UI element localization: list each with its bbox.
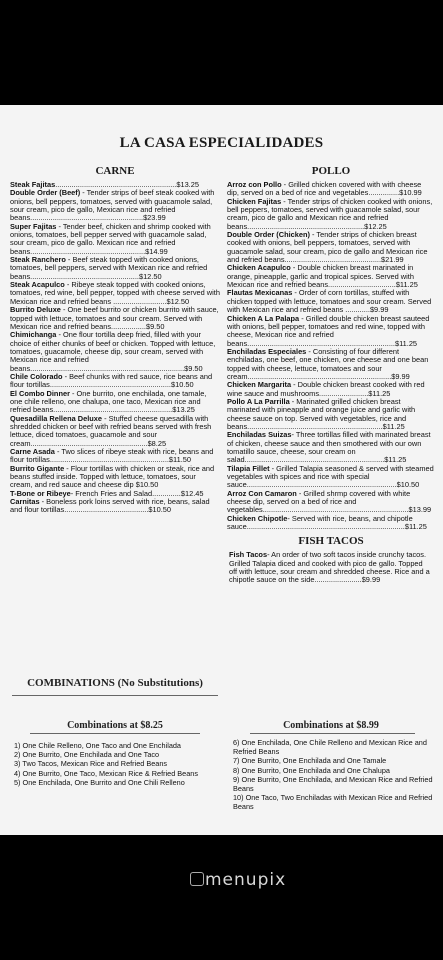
menu-item-name: Arroz Con Camaron: [227, 488, 297, 498]
menu-item-description: - French Fries and Salad..............$12.45: [70, 488, 204, 498]
watermark: menupix: [205, 870, 287, 890]
menu-item: [10, 223, 220, 256]
menu-item-description: - Marinated grilled chicken breast marinated with pineapple and orange juice and garlic with cheese sauce on top. Served with vegetables, rice and beans..................................................................$11.25: [227, 396, 416, 431]
combination-item: 5) One Enchilada, One Burrito and One Chili Relleno: [14, 777, 185, 787]
menu-item: [227, 264, 435, 289]
menu-item-name: Chicken Fajitas: [227, 196, 282, 206]
menu-item-name: Double Order (Beef): [10, 188, 81, 198]
menu-item: [227, 348, 435, 381]
menu-item-name: Arroz con Pollo: [227, 180, 282, 189]
fish-tacos-heading: FISH TACOS: [298, 535, 364, 548]
combination-item: 7) One Burrito, One Enchilada and One Tamale: [233, 756, 387, 766]
menu-item: [227, 490, 435, 515]
menu-item-description: - Tender strips of chicken breast cooked with onions, bell peppers, tomatoes, served with guacamole salad, sour cream, pico de gallo and Mexican rice and refried beans...............................................$21.99: [227, 230, 428, 265]
menu-item: [10, 415, 220, 448]
menu-item-description: - One beef burrito or chicken burrito with sauce, topped with lettuce, tomatoes and sour cream. Served with Mexican rice and refried beans.................$9.50: [10, 305, 219, 331]
menu-item: [227, 198, 435, 231]
menu-item-name: Quesadilla Rellena Deluxe: [10, 413, 103, 423]
menu-item: [227, 398, 435, 431]
menu-item-description: - Tender strips of beef steak cooked with onions, bell peppers, tomatoes, served with guacamole salad, sour cream, pico de gallo, Mexican rice and refried beans.......................................................$23.99: [10, 188, 215, 223]
menu-item-name: Burrito Deluxe: [10, 305, 61, 315]
menu-item-description: ...........................................................$13.25: [55, 180, 199, 189]
combination-item: 2) One Burrito, One Enchilada and One Taco: [14, 750, 160, 760]
menu-item: [227, 381, 435, 398]
menu-item: [10, 256, 220, 281]
menu-item: [227, 181, 435, 198]
menu-item: [10, 331, 220, 373]
menu-item: [10, 498, 220, 515]
menu-item-name: Steak Fajitas: [10, 180, 56, 189]
divider: [12, 695, 218, 696]
combination-item: 9) One Burrito, One Enchilada, and Mexican Rice and Refried Beans: [233, 774, 433, 794]
menu-item-description: - Consisting of four different enchiladas, one beef, one chicken, one cheese and one bean topped with cheese, lettuce, tomatoes and sour cream......................................................................$9.99: [227, 346, 429, 381]
menu-item-name: Chicken A La Palapa: [227, 313, 300, 323]
combination-item: 1) One Chile Relleno, One Taco and One Enchilada: [14, 741, 181, 750]
menu-item-name: Enchiladas Especiales: [227, 346, 307, 356]
menu-item-description: - Two slices of ribeye steak with rice, beans and flour tortillas..........................................................$11.50: [10, 447, 214, 465]
menu-item: [10, 306, 220, 331]
menu-item-description: - An order of two soft tacos inside crunchy tacos. Grilled Talapia diced and cooked with pico de gallo. Topped off with lettuce, sour cream and shredded cheese. Rice and a chipotle sauce on the side.......................$9.99: [229, 550, 430, 585]
pollo-heading: POLLO: [311, 165, 351, 177]
menu-item-name: Chicken Acapulco: [227, 263, 291, 273]
menu-item-description: - Boneless pork loins served with rice, beans, salad and flour tortillas.........................................$10.50: [10, 497, 210, 515]
menu-item-name: Double Order (Chicken): [227, 230, 310, 240]
divider: [30, 733, 200, 734]
menu-item: [10, 189, 220, 222]
menu-item-name: Chimichanga: [10, 330, 57, 340]
menu-item-description: - Tender strips of chicken cooked with onions, bell peppers, tomatoes, served with guacamole salad, sour cream, pico de gallo and Mexican rice and refried beans.........................................................$12.25: [227, 196, 433, 231]
menu-item-description: - Grilled Talapia seasoned & served with steamed vegetables with spices and rice with special sauce.........................................................................$10.50: [227, 463, 434, 490]
carne-column: [10, 165, 220, 515]
menu-item-description: - Three tortillas filled with marinated breast of chicken, cheese sauce and then smothered with our own tomatillo sauce, cheese, sour cream on salad....................................................................$11.25: [227, 430, 431, 465]
combinations-right-list: [233, 738, 433, 812]
pollo-items: [227, 181, 435, 531]
menu-item-name: Burrito Gigante: [10, 463, 65, 473]
combination-item: 10) One Taco, Two Enchiladas with Mexican Rice and Refried Beans: [233, 793, 433, 812]
menu-item: [227, 289, 435, 314]
menu-page: [0, 105, 443, 835]
menu-item: [227, 515, 435, 532]
combinations-right-heading: Combinations at $8.99: [283, 720, 379, 731]
menu-item-name: Steak Ranchero: [10, 255, 66, 265]
menu-item-description: - Grilled shrmp covered with white cheese dip, served on a bed of rice and vegetables.......................................................................$13.99: [227, 488, 432, 515]
menu-item-description: - One flour tortilla deep fried, filled with your choice of either chunks of beef or chicken. Topped with lettuce, tomatoes, guacamole, cheese dip, sour cream, served with Mexican rice and refried beans...........................................................................$9.50: [10, 330, 216, 373]
combinations-left-heading: Combinations at $8.25: [67, 720, 163, 731]
menu-item-name: Enchiladas Suizas: [227, 430, 292, 440]
menu-item: [10, 281, 220, 306]
menu-item-description: - One burrito, one enchilada, one tamale, one chile relleno, one chalupa, one taco, Mexican rice and refried beans..........................................................$13.25: [10, 388, 207, 415]
footer-band: [0, 835, 443, 960]
fish-tacos-item: [227, 551, 435, 584]
menu-item-name: Carne Asada: [10, 447, 55, 456]
menupix-logo-icon: [190, 872, 204, 886]
menu-item: [227, 315, 435, 348]
menu-item-name: T-Bone or Ribeye: [10, 488, 71, 498]
menu-item-description: - Grilled chicken covered with with cheese dip, served on a bed of rice and vegetables...............$10.99: [227, 180, 422, 198]
menu-item-description: - Tender beef, chicken and shrimp cooked with onions, tomatoes, bell pepper served with guacamole salad, sour cream, pico de gallo. Mexican rice and refried beans........................................................$14.99: [10, 221, 211, 256]
menu-item: [227, 465, 435, 490]
combination-item: 8) One Burrito, One Enchilada and One Chalupa: [233, 765, 390, 775]
menu-item-description: - Stuffed cheese quesadilla with shredded chicken or beef with refried beans served with fresh lettuce, diced tomatoes, guacamole and sour cream.........................................................$8.25: [10, 413, 212, 448]
combination-item: 3) Two Tacos, Mexican Rice and Refried Beans: [14, 759, 168, 769]
menu-item: [10, 390, 220, 415]
menu-item: [227, 431, 435, 464]
menu-item-name: Chicken Margarita: [227, 380, 292, 390]
combinations-left-list: [14, 741, 224, 787]
fish-tacos-section: [227, 535, 435, 584]
menu-item-description: - Beef steak topped with cooked onions, tomatoes, bell peppers, served with Mexican rice and refried beans.....................................................$12.50: [10, 255, 208, 281]
menu-item-name: Super Fajitas: [10, 221, 57, 231]
menu-item-name: Flautas Mexicanas: [227, 288, 293, 298]
menu-item-description: - Served with rice, beans, and chipotle sauce.............................................................................$11.25: [227, 513, 427, 532]
menu-item-name: Chicken Chipotle: [227, 513, 288, 523]
carne-items: [10, 181, 220, 515]
menu-title: LA CASA ESPECIALIDADES: [119, 135, 324, 151]
menu-item-name: Tilapia Fillet: [227, 463, 270, 473]
combination-item: 6) One Enchilada, One Chile Relleno and Mexican Rice and Refried Beans: [233, 738, 427, 757]
menu-item-description: - Grilled double chicken breast sauteed with onions, bell pepper, tomatoes and red wine, topped with cheese, Mexican rice and refried beans........................................................................$11.25: [227, 313, 430, 348]
menu-item-name: Fish Tacos: [229, 550, 268, 560]
menu-item: [227, 231, 435, 264]
menu-item-name: Carnitas: [10, 497, 40, 507]
menu-item-description: - Double chicken breast cooked with red wine sauce and mushrooms........................$11.25: [227, 380, 425, 398]
menu-item-name: El Combo Dinner: [10, 388, 70, 398]
combinations-heading: COMBINATIONS (No Substitutions): [27, 677, 203, 689]
pollo-column: [227, 165, 435, 585]
menu-item-description: - Beef chunks with red sauce, rice beans and flour tortillas...........................................................$10.50: [10, 371, 213, 390]
menu-item-description: - Ribeye steak topped with cooked onions, tomatoes, red wine, bell pepper, topped with cheese served with Mexican rice and refried beans ..........................$12.50: [10, 280, 220, 306]
menu-item: [10, 373, 220, 390]
menu-item-name: Pollo A La Parrilla: [227, 396, 290, 406]
divider: [250, 733, 415, 734]
menu-item-description: - Flour tortillas with chicken or steak, rice and beans stuffed inside. Topped with lettuce, tomatoes, sour cream, and red sauce and cheese dip $10.50: [10, 463, 215, 490]
menu-item: [10, 465, 220, 490]
menu-item-name: Steak Acapulco: [10, 280, 65, 290]
menu-item: [10, 448, 220, 465]
carne-heading: CARNE: [95, 165, 135, 177]
menu-item-description: - Double chicken breast marinated in orange, pineapple, garlic and tropical spices. Served with Mexican rice and refried beans.................................$11.25: [227, 263, 418, 290]
menu-item-description: - Order of corn tortillas, stuffed with chicken topped with lettuce, tomatoes and sour cream. Served with Mexican rice and refried beans ............$9.99: [227, 288, 432, 315]
combination-item: 4) One Burrito, One Taco, Mexican Rice & Refried Beans: [14, 768, 198, 778]
menu-item-name: Chile Colorado: [10, 371, 63, 381]
